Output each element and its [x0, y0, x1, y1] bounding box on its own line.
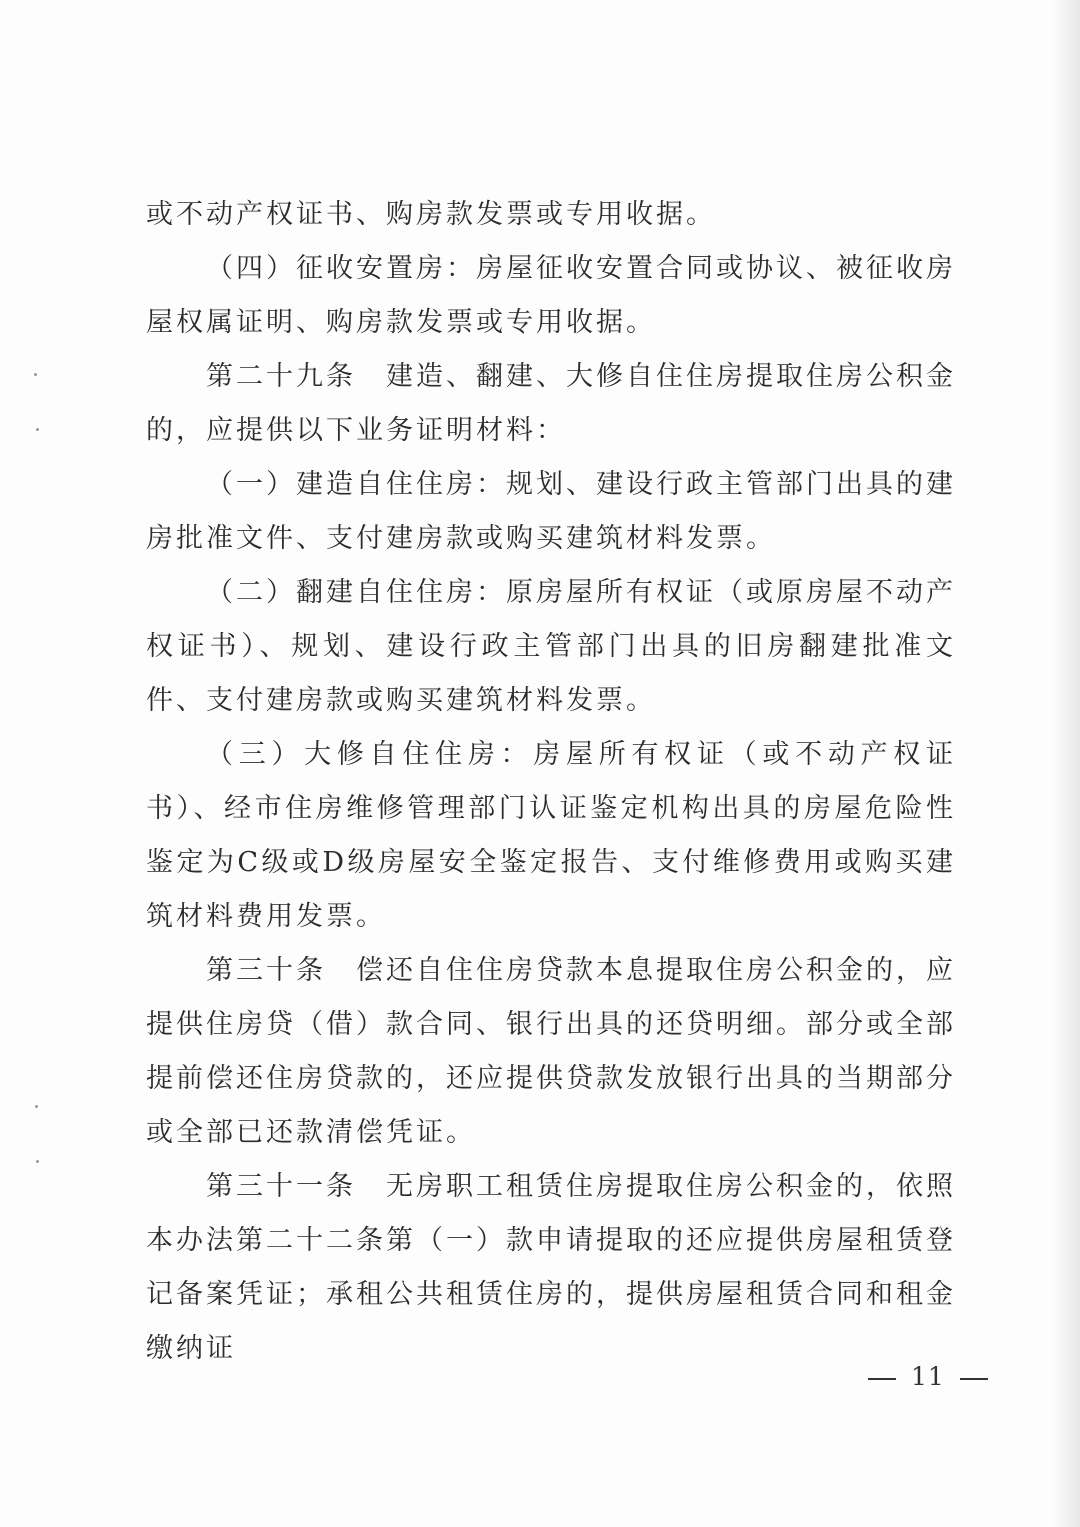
page-number: 11: [910, 1362, 945, 1391]
paragraph: 或不动产权证书、购房款发票或专用收据。: [146, 199, 716, 230]
paragraph: 第三十一条 无房职工租赁住房提取住房公积金的，依照本办法第二十二条第（一）款申请提取的还应提供房屋租赁登记备案凭证；承租公共租赁住房的，提供房屋租赁合同和租金缴纳证: [146, 1171, 956, 1364]
scan-speck: [34, 373, 37, 376]
page-footer: [868, 1362, 988, 1391]
paragraph: 第三十条 偿还自住住房贷款本息提取住房公积金的，应提供住房贷（借）款合同、银行出具的还贷明细。部分或全部提前偿还住房贷款的，还应提供贷款发放银行出具的当期部分或全部已还款清偿凭证。: [146, 955, 956, 1148]
footer-dash-right: [960, 1378, 988, 1380]
scan-speck: [35, 1105, 38, 1108]
paragraph: （三）大修自住住房：房屋所有权证（或不动产权证书）、经市住房维修管理部门认证鉴定机构出具的房屋危险性鉴定为C级或D级房屋安全鉴定报告、支付维修费用或购买建筑材料费用发票。: [146, 739, 956, 932]
paragraph: （二）翻建自住住房：原房屋所有权证（或原房屋不动产权证书）、规划、建设行政主管部门出具的旧房翻建批准文件、支付建房款或购买建筑材料发票。: [146, 577, 956, 716]
scan-speck: [36, 1160, 39, 1163]
paragraph: （一）建造自住住房：规划、建设行政主管部门出具的建房批准文件、支付建房款或购买建筑材料发票。: [146, 469, 956, 554]
scan-speck: [36, 428, 39, 431]
body-text: [146, 188, 956, 1376]
footer-dash-left: [868, 1378, 896, 1380]
paragraph: （四）征收安置房：房屋征收安置合同或协议、被征收房屋权属证明、购房款发票或专用收据。: [146, 253, 956, 338]
paragraph: 第二十九条 建造、翻建、大修自住住房提取住房公积金的，应提供以下业务证明材料：: [146, 361, 956, 446]
scan-shadow-edge: [1052, 0, 1080, 1527]
